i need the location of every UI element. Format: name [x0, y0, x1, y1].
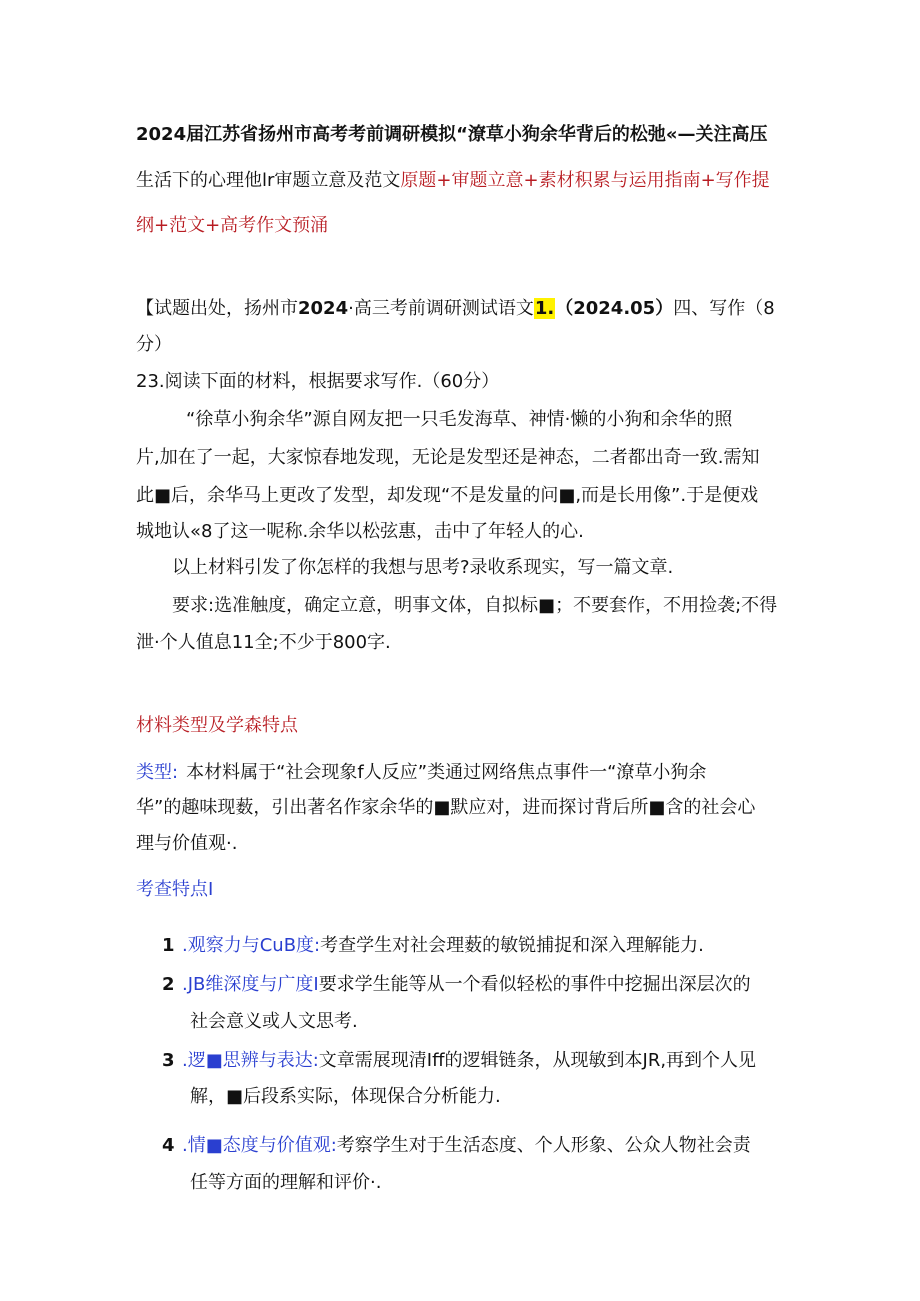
- source-citation: [136, 297, 775, 321]
- title-red-part: 原题+审题立意+素材积累与运用指南+写作提: [400, 170, 770, 191]
- source-year: 2024: [298, 298, 349, 319]
- document-title-line-1: 2024届江苏省扬州市高考考前调研模拟“潦草小狗余华背后的松弛«—关注高压: [136, 124, 768, 145]
- feature-2-label: .JB维深度与广度I: [182, 974, 319, 995]
- requirements-line-2: 泄·个人值息11全;不少于800字.: [136, 632, 391, 653]
- feature-1-line-1: [182, 934, 704, 958]
- feature-1-text: 考查学生对社会理薮的敏锐捕捉和深入理解能力.: [320, 935, 704, 956]
- feature-4-text: 考察学生对于生活态度、个人形象、公众人物社会责: [336, 1135, 751, 1156]
- type-line-3: 理与价值观·.: [136, 833, 238, 854]
- feature-4-label: .情■态度与价值观:: [182, 1135, 337, 1156]
- material-para1-line-4: 城地认«8了这一呢称.余华以松弦惠，击中了年轻人的心.: [136, 521, 584, 542]
- material-para1-line-3: 此■后，余华马上更改了发型，却发现“不是发量的问■,而是长用像”.于是便戏: [136, 485, 759, 506]
- feature-3-line-2: 解，■后段系实际，体现保合分析能力.: [190, 1086, 501, 1107]
- source-date: （2024.05）: [555, 298, 674, 319]
- feature-3-line-1: [182, 1049, 756, 1073]
- feature-number: 4: [162, 1135, 175, 1156]
- feature-2-line-2: 社会意义或人文思考.: [190, 1011, 358, 1032]
- type-line-2: 华”的趣味现薮，引出著名作家余华的■默应对，进而探讨背后所■含的社会心: [136, 797, 756, 818]
- material-para1-line-1: “徐草小狗余华”源自网友把一只毛发海草、神情·懒的小狗和余华的照: [186, 409, 733, 430]
- feature-number: 2: [162, 974, 175, 995]
- feature-number: 3: [162, 1050, 175, 1071]
- source-middle: ·高三考前调研测试语文: [348, 298, 534, 319]
- source-citation-cont: 分）: [136, 334, 172, 355]
- feature-4-line-2: 任等方面的理解和评价·.: [190, 1172, 382, 1193]
- type-text-1: 本材料属于“社会现象f人反应”类通过网络焦点事件一“潦草小狗余: [186, 762, 707, 783]
- source-suffix: 四、写作（8: [673, 298, 775, 319]
- source-prefix: 【试题出处，扬州市: [136, 298, 298, 319]
- requirements-line-1: 要求:选准触度，确定立意，明事文体，自拟标■；不要套作，不用捡袭;不得: [172, 595, 778, 616]
- document-title-line-3: 纲+范文+高考作文预涌: [136, 215, 329, 236]
- features-heading: 考查特点I: [136, 879, 214, 900]
- feature-2-line-1: [182, 973, 751, 997]
- material-para1-line-2: 片,加在了一起，大家惊春地发现，无论是发型还是神态，二者都出奇一致.需知: [136, 447, 760, 468]
- type-line-1: [136, 761, 706, 785]
- type-label: 类型:: [136, 762, 179, 783]
- document-title-line-2: [136, 169, 770, 193]
- source-highlight: 1.: [534, 298, 555, 319]
- feature-4-line-1: [182, 1134, 751, 1158]
- analysis-heading: 材料类型及学森特点: [136, 715, 298, 736]
- feature-3-text: 文章需展现清Iff的逻辑链条，从现敏到本JR,再到个人见: [318, 1050, 757, 1071]
- feature-3-label: .逻■思辨与表达:: [182, 1050, 319, 1071]
- feature-number: 1: [162, 935, 175, 956]
- material-para2: 以上材料引发了你怎样的我想与思考?录收系现实，写一篇文章.: [172, 557, 674, 578]
- feature-1-label: .观察力与CuB度:: [182, 935, 321, 956]
- feature-2-text: 要求学生能等从一个看似轻松的事件中挖掘出深层次的: [318, 974, 751, 995]
- question-header: 23.阅读下面的材料，根据要求写作.（60分）: [136, 371, 500, 392]
- title-black-part: 生活下的心理他lr审题立意及范文: [136, 170, 401, 191]
